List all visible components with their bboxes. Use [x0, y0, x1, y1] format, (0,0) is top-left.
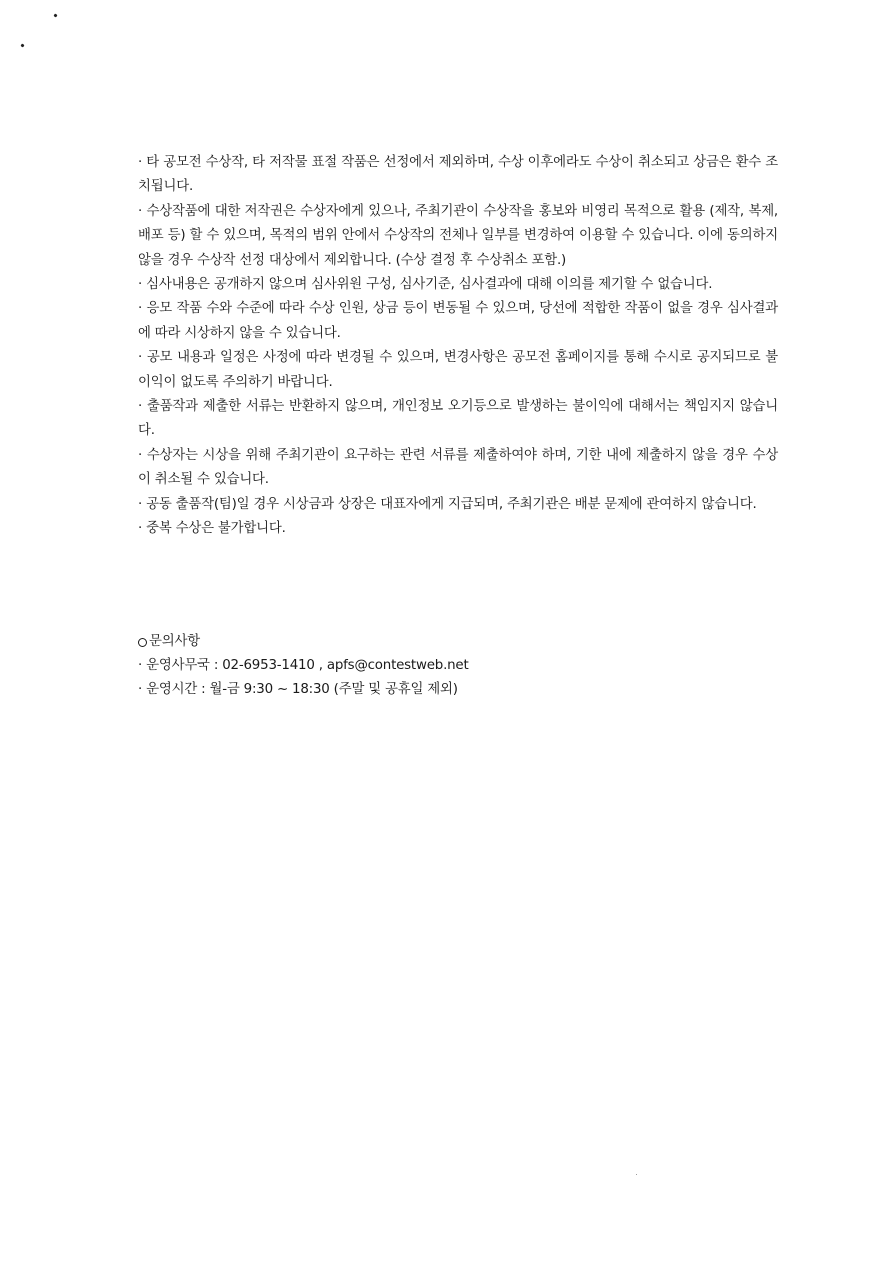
scan-speck [53, 13, 57, 17]
notice-item: · 심사내용은 공개하지 않으며 심사위원 구성, 심사기준, 심사결과에 대해 이의를 제기할 수 없습니다. [138, 277, 713, 293]
notice-item: · 공모 내용과 일정은 사정에 따라 변경될 수 있으며, 변경사항은 공모전 홈페이지를 통해 수시로 공지되므로 불이익이 없도록 주의하기 바랍니다. [138, 350, 778, 390]
scan-speck [20, 43, 24, 47]
contact-section [138, 630, 778, 702]
scan-speck [636, 1174, 637, 1175]
contact-heading [138, 630, 778, 654]
notice-item: · 수상자는 시상을 위해 주최기관이 요구하는 관련 서류를 제출하여야 하며, 기한 내에 제출하지 않을 경우 수상이 취소될 수 있습니다. [138, 447, 778, 488]
contact-heading-label: 문의사항 [149, 634, 200, 649]
notice-item: · 응모 작품 수와 수준에 따라 수상 인원, 상금 등이 변동될 수 있으며, 당선에 적합한 작품이 없을 경우 심사결과에 따라 시상하지 않을 수 있습니다. [138, 301, 778, 341]
notice-item: · 타 공모전 수상작, 타 저작물 표절 작품은 선정에서 제외하며, 수상 이후에라도 수상이 취소되고 상금은 환수 조치됩니다. [138, 155, 778, 195]
notice-item: · 출품작과 제출한 서류는 반환하지 않으며, 개인정보 오기등으로 발생하는 불이익에 대해서는 책임지지 않습니다. [138, 399, 778, 439]
notice-item: · 수상작품에 대한 저작권은 수상자에게 있으나, 주최기관이 수상작을 홍보와 비영리 목적으로 활용 (제작, 복제, 배포 등) 할 수 있으며, 목적의 범위 안에서 수상작의 전체나 일부를 변경하여 이용할 수 있습니다. 이에 동의하지 않을 경우 수상작 선정 대상에서 제외합니다. (수상 결정 후 수상취소 포함.) [138, 203, 778, 268]
contact-hours: · 운영시간 : 월-금 9:30 ~ 18:30 (주말 및 공휴일 제외) [138, 682, 458, 697]
notice-list [138, 151, 778, 542]
circle-bullet-icon [138, 638, 147, 647]
contact-office: · 운영사무국 : 02-6953-1410 , apfs@contestweb.net [138, 658, 469, 673]
notice-item: · 중복 수상은 불가합니다. [138, 521, 286, 537]
notice-item: · 공동 출품작(팀)일 경우 시상금과 상장은 대표자에게 지급되며, 주최기관은 배분 문제에 관여하지 않습니다. [138, 496, 757, 512]
